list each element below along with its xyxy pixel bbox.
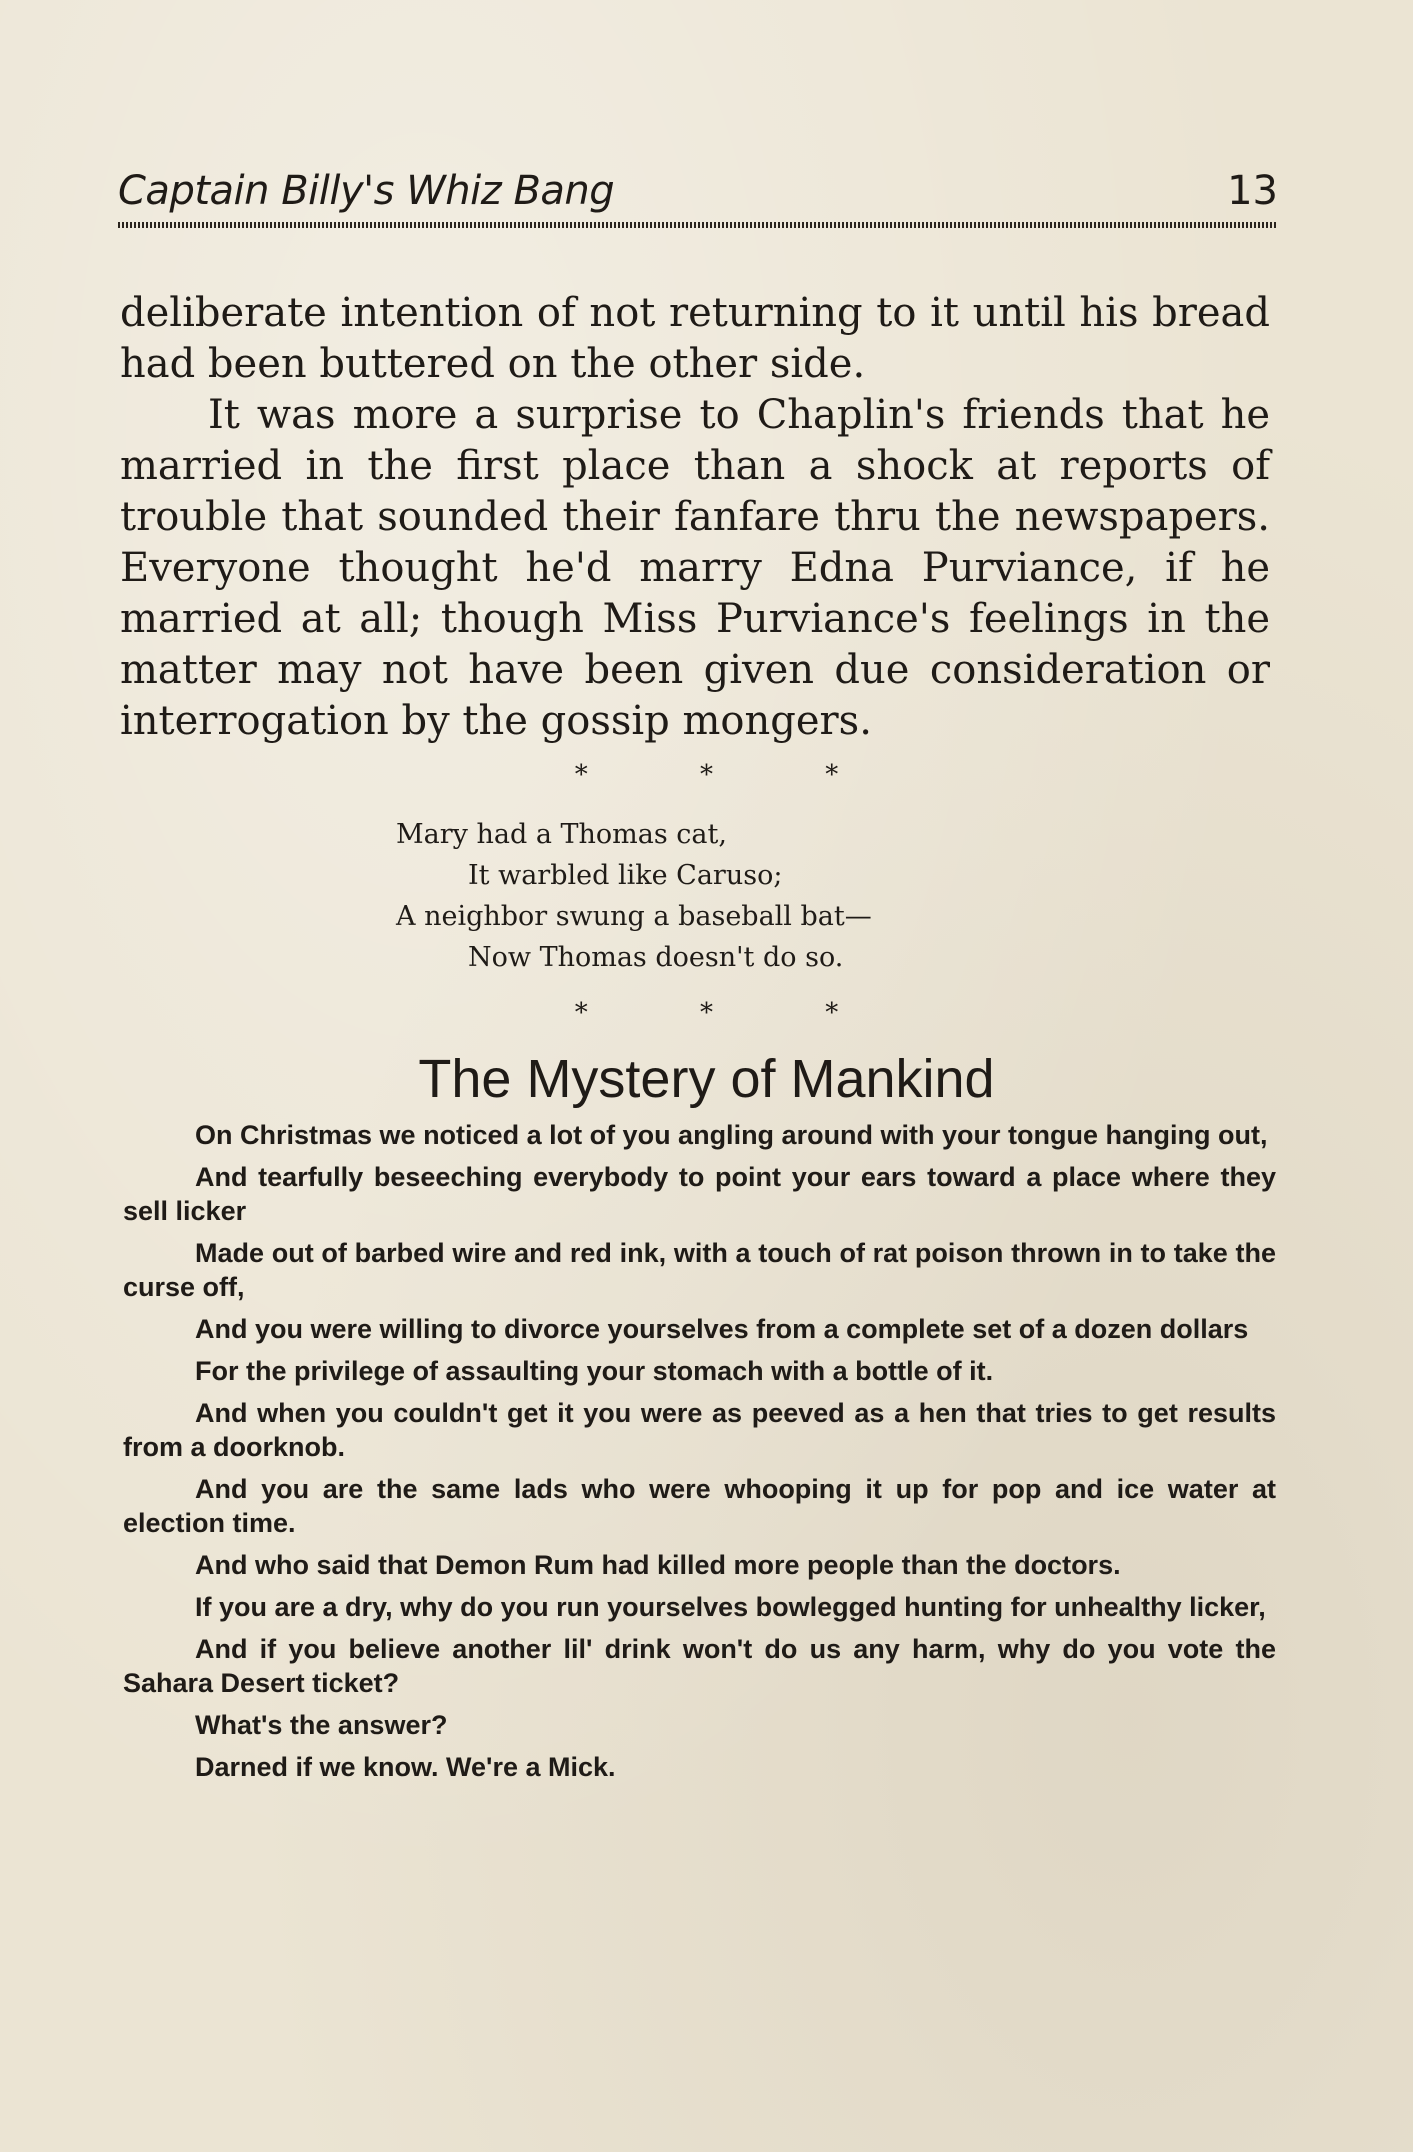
article-paragraph: deliberate intention of not returning to it until his bread had been buttered on the other side.: [120, 290, 1270, 387]
page-number: 13: [1227, 168, 1278, 214]
section-paragraph: What's the answer?: [195, 1710, 448, 1740]
section-paragraph: And if you believe another lil' drink won't do us any harm, why do you vote the Sahara Desert ticket?: [123, 1634, 1276, 1698]
section-paragraph: And who said that Demon Rum had killed more people than the doctors.: [195, 1550, 1121, 1580]
section-paragraph: For the privilege of assaulting your stomach with a bottle of it.: [195, 1356, 994, 1386]
poem-line: Now Thomas doesn't do so.: [468, 942, 844, 973]
section-paragraph: Darned if we know. We're a Mick.: [195, 1752, 616, 1782]
section-paragraph: And you are the same lads who were whooping it up for pop and ice water at election time.: [123, 1474, 1276, 1538]
poem-line: A neighbor swung a baseball bat—: [396, 901, 872, 932]
poem: [396, 814, 1096, 978]
section-body: [123, 1118, 1276, 1792]
section-paragraph: And you were willing to divorce yourselves from a complete set of a dozen dollars: [195, 1314, 1249, 1344]
running-header: [118, 168, 1278, 232]
section-paragraph: And when you couldn't get it you were as peeved as a hen that tries to get results from a doorknob.: [123, 1398, 1276, 1462]
section-heading: The Mystery of Mankind: [418, 1049, 995, 1109]
poem-line: It warbled like Caruso;: [468, 860, 783, 891]
section-paragraph: On Christmas we noticed a lot of you angling around with your tongue hanging out,: [195, 1120, 1268, 1150]
section-paragraph: Made out of barbed wire and red ink, with a touch of rat poison thrown in to take the curse off,: [123, 1238, 1276, 1302]
header-rule: [118, 222, 1278, 228]
section-paragraph: If you are a dry, why do you run yourselves bowlegged hunting for unhealthy licker,: [195, 1592, 1266, 1622]
poem-line: Mary had a Thomas cat,: [396, 819, 727, 850]
section-paragraph: And tearfully beseeching everybody to point your ears toward a place where they sell licker: [123, 1162, 1276, 1226]
section-separator: * * *: [574, 760, 891, 790]
article-body: [120, 288, 1270, 747]
article-paragraph: It was more a surprise to Chaplin's friends that he married in the first place than a shock at reports of trouble that sounded their fanfare thru the newspapers. Everyone thought he'd marry Edna Purviance, if he married at all; though Miss Purviance's feelings in the matter may not have been given due consideration or interrogation by the gossip mongers.: [120, 392, 1270, 744]
section-separator: * * *: [574, 998, 891, 1028]
magazine-title: Captain Billy's Whiz Bang: [118, 168, 615, 214]
